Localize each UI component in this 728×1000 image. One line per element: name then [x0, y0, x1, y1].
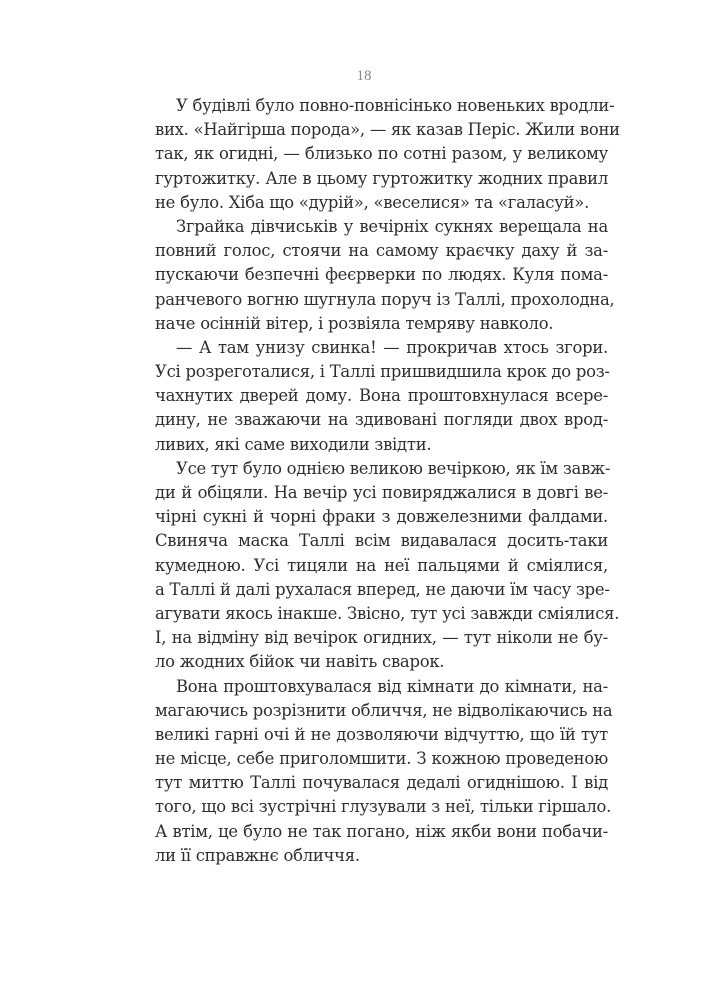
text-line: Свиняча маска Таллі всім видавалася досить-таки: [155, 531, 608, 551]
text-line: ло жодних бійок чи навіть сварок.: [155, 652, 445, 672]
text-line: ли її справжнє обличчя.: [155, 845, 360, 865]
paragraph: [155, 336, 608, 457]
text-line: наче осінній вітер, і розвіяла темряву навколо.: [155, 313, 554, 333]
body-text: [155, 94, 620, 868]
text-line: ливих, які саме виходили звідти.: [155, 434, 432, 454]
text-line: того, що всі зустрічні глузували з неї, тільки гіршало.: [155, 797, 612, 817]
text-line: А втім, це було не так погано, ніж якби вони побачи-: [155, 821, 608, 841]
text-line: кумедною. Усі тицяли на неї пальцями й сміялися,: [155, 555, 608, 575]
paragraph: [155, 215, 615, 336]
text-line: так, як огидні, — близько по сотні разом, у великому: [155, 144, 608, 164]
text-line: не місце, себе приголомшити. З кожною проведеною: [155, 749, 608, 769]
text-line: повний голос, стоячи на самому краєчку даху й за-: [155, 241, 608, 261]
paragraph: [155, 94, 620, 215]
text-line: чірні сукні й чорні фраки з довжелезними фалдами.: [155, 507, 608, 527]
paragraph: [155, 675, 613, 869]
paragraph: [155, 457, 620, 675]
text-line: — А там унизу свинка! — прокричав хтось згори.: [176, 337, 608, 357]
text-line: не було. Хіба що «дурій», «веселися» та «галасуй».: [155, 192, 590, 212]
text-line: вих. «Найгірша порода», — як казав Періс. Жили вони: [155, 120, 620, 140]
text-line: ранчевого вогню шугнула поруч із Таллі, прохолодна,: [155, 289, 615, 309]
text-line: а Таллі й далі рухалася вперед, не даючи їм часу зре-: [155, 579, 610, 599]
text-line: Вона проштовхувалася від кімнати до кімнати, на-: [176, 676, 608, 696]
page-number: 18: [356, 68, 372, 84]
text-line: У будівлі було повно-повнісінько новеньких вродли-: [176, 96, 615, 115]
text-line: пускаючи безпечні феєрверки по людях. Куля пома-: [155, 265, 608, 285]
text-line: великі гарні очі й не дозволяючи відчуттю, що їй тут: [155, 724, 608, 744]
text-line: Зграйка дівчиськів у вечірніх сукнях верещала на: [176, 216, 608, 236]
text-line: І, на відміну від вечірок огидних, — тут ніколи не бу-: [155, 628, 608, 648]
text-line: магаючись розрізнити обличчя, не відволікаючись на: [155, 700, 613, 720]
text-line: чахнутих дверей дому. Вона проштовхнулася всере-: [155, 386, 608, 406]
text-line: ди й обіцяли. На вечір усі повиряджалися в довгі ве-: [155, 483, 608, 502]
text-line: агувати якось інакше. Звісно, тут усі завжди сміялися.: [155, 603, 620, 623]
text-line: Усі розреготалися, і Таллі пришвидшила крок до роз-: [155, 362, 610, 382]
text-line: Усе тут було однією великою вечіркою, як їм завж-: [176, 458, 611, 478]
text-line: гуртожитку. Але в цьому гуртожитку жодних правил: [155, 168, 608, 188]
text-line: дину, не зважаючи на здивовані погляди двох врод-: [155, 410, 608, 430]
text-line: тут миттю Таллі почувалася дедалі огиднішою. І від: [155, 773, 608, 793]
